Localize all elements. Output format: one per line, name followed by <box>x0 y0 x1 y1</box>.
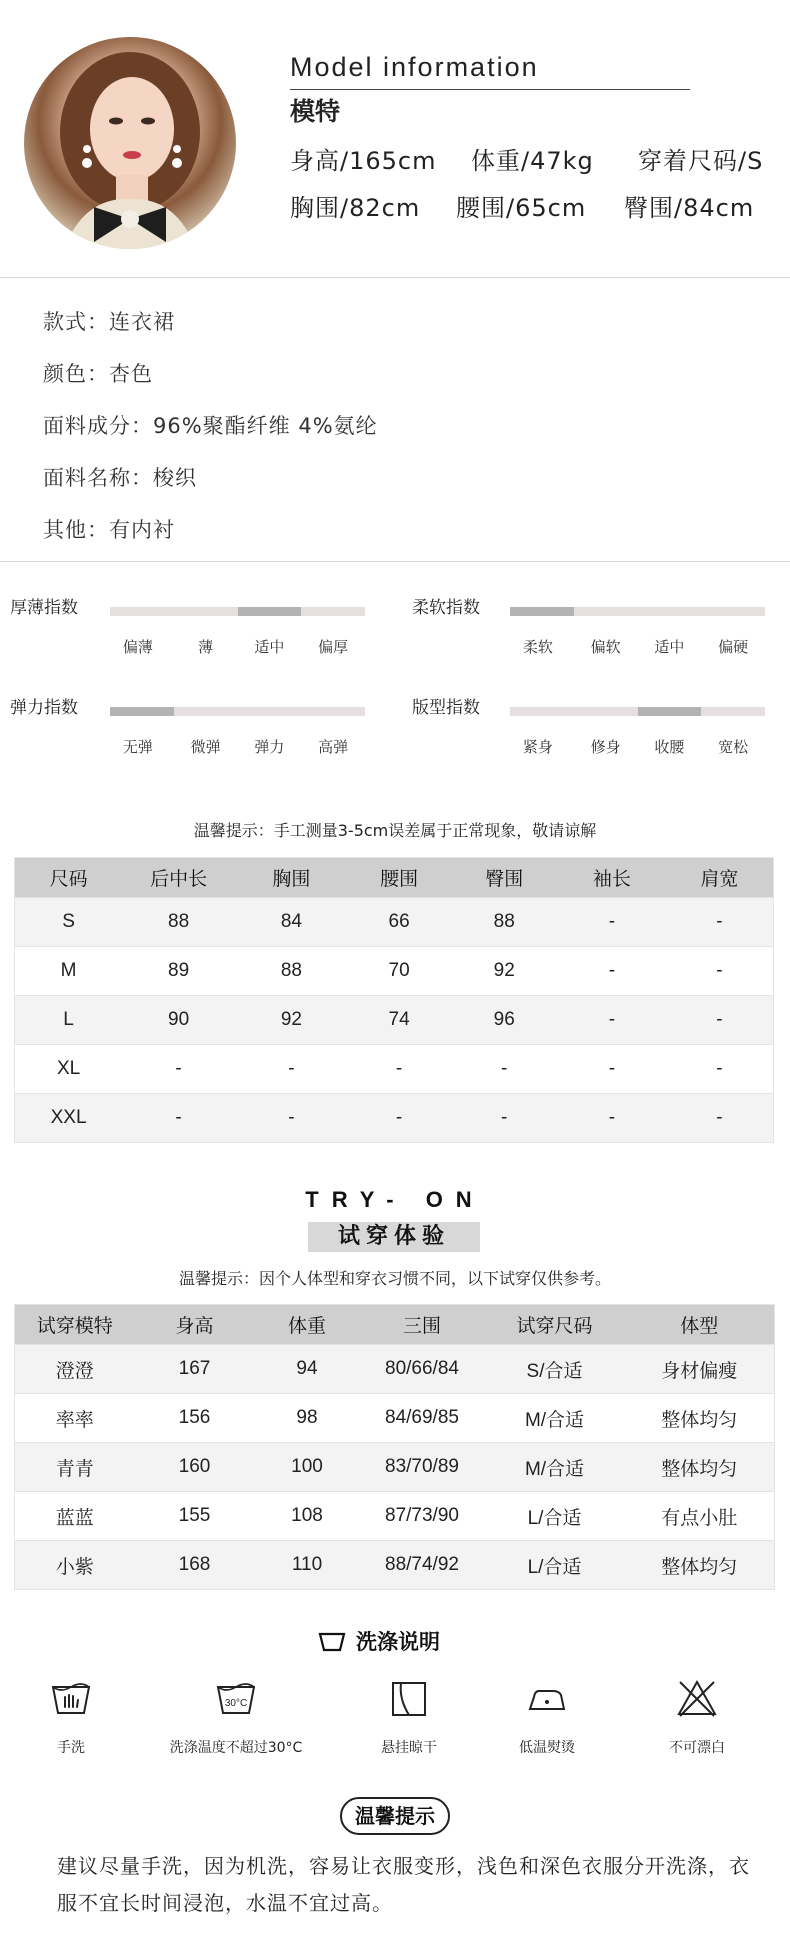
table-cell: - <box>122 1045 235 1094</box>
table-cell: - <box>558 898 666 947</box>
index-track <box>510 607 765 616</box>
tips-line-1: 建议尽量手洗，因为机洗，容易让衣服变形，浅色和深色衣服分开洗涤，衣 <box>57 1854 750 1878</box>
table-row <box>15 1492 775 1541</box>
table-cell: - <box>235 1045 348 1094</box>
index-label: 柔软指数 <box>412 598 480 618</box>
table-header-cell: 后中长 <box>122 858 235 898</box>
index-option: 微弹 <box>190 738 221 756</box>
table-row <box>15 1394 775 1443</box>
table-cell: 156 <box>135 1394 255 1443</box>
table-row <box>15 996 774 1045</box>
table-cell: 92 <box>450 947 558 996</box>
index-option: 弹力 <box>254 738 285 756</box>
attr-fabric-name: 面料名称：梭织 <box>43 466 197 490</box>
table-cell: XL <box>15 1045 123 1094</box>
tryon-table <box>14 1304 775 1590</box>
index-selected-fill <box>110 707 174 716</box>
index-option: 偏软 <box>590 638 621 656</box>
wash-title: 洗涤说明 <box>356 1630 440 1654</box>
table-cell: - <box>450 1045 558 1094</box>
index-selected-fill <box>510 607 574 616</box>
table-cell: - <box>558 1094 666 1143</box>
model-size: 穿着尺码/S <box>638 147 764 175</box>
table-header-cell: 体重 <box>255 1305 360 1345</box>
index-option: 偏厚 <box>318 638 349 656</box>
wash-temp-label: 30°C <box>224 1698 248 1709</box>
table-cell: - <box>666 898 774 947</box>
table-cell: 98 <box>255 1394 360 1443</box>
table-cell: L <box>15 996 123 1045</box>
table-cell: 155 <box>135 1492 255 1541</box>
table-cell: 小紫 <box>15 1541 135 1590</box>
model-weight: 体重/47kg <box>471 147 594 175</box>
table-cell: 168 <box>135 1541 255 1590</box>
table-row <box>15 1094 774 1143</box>
table-cell: - <box>450 1094 558 1143</box>
table-row <box>15 947 774 996</box>
index-option: 偏硬 <box>718 638 749 656</box>
wash-label-temp: 洗涤温度不超过30°C <box>169 1740 303 1756</box>
wash-label-hang: 悬挂晾干 <box>381 1740 437 1756</box>
index-selected-fill <box>638 707 702 716</box>
table-cell: 率率 <box>15 1394 135 1443</box>
attr-style: 款式：连衣裙 <box>43 310 175 334</box>
table-header-cell: 试穿尺码 <box>485 1305 625 1345</box>
table-cell: 84/69/85 <box>360 1394 485 1443</box>
table-cell: 青青 <box>15 1443 135 1492</box>
model-hip: 臀围/84cm <box>624 194 755 222</box>
table-cell: - <box>666 947 774 996</box>
model-bust: 胸围/82cm <box>290 194 421 222</box>
table-header-cell: 臀围 <box>450 858 558 898</box>
table-cell: 100 <box>255 1443 360 1492</box>
table-cell: - <box>122 1094 235 1143</box>
table-cell: 70 <box>348 947 451 996</box>
index-label: 弹力指数 <box>10 698 78 718</box>
table-cell: - <box>666 1045 774 1094</box>
table-header-cell: 身高 <box>135 1305 255 1345</box>
attr-other: 其他：有内衬 <box>43 518 175 542</box>
table-cell: 整体均匀 <box>625 1443 775 1492</box>
table-cell: 有点小肚 <box>625 1492 775 1541</box>
table-row <box>15 1541 775 1590</box>
table-cell: L/合适 <box>485 1492 625 1541</box>
table-row <box>15 1045 774 1094</box>
table-cell: - <box>558 947 666 996</box>
wash-label-iron: 低温熨烫 <box>519 1740 575 1756</box>
table-cell: 96 <box>450 996 558 1045</box>
table-header-cell: 胸围 <box>235 858 348 898</box>
table-cell: 80/66/84 <box>360 1345 485 1394</box>
wash-label-hand: 手洗 <box>57 1740 85 1756</box>
table-cell: 澄澄 <box>15 1345 135 1394</box>
index-option: 适中 <box>654 638 685 656</box>
table-header-cell: 尺码 <box>15 858 123 898</box>
tryon-title: TRY- ON <box>305 1187 485 1212</box>
table-row <box>15 1345 775 1394</box>
index-track <box>110 607 365 616</box>
table-cell: 94 <box>255 1345 360 1394</box>
table-cell: 90 <box>122 996 235 1045</box>
model-avatar <box>24 37 236 249</box>
index-track <box>110 707 365 716</box>
table-cell: 整体均匀 <box>625 1541 775 1590</box>
index-option: 适中 <box>254 638 285 656</box>
table-cell: - <box>558 996 666 1045</box>
index-option: 紧身 <box>522 738 553 756</box>
model-title-underline <box>290 89 690 90</box>
low-iron-icon <box>525 1677 569 1721</box>
table-header-cell: 腰围 <box>348 858 451 898</box>
index-option: 无弹 <box>122 738 153 756</box>
model-title: Model information <box>290 52 539 82</box>
table-cell: M <box>15 947 123 996</box>
table-cell: 整体均匀 <box>625 1394 775 1443</box>
table-cell: 167 <box>135 1345 255 1394</box>
table-cell: 108 <box>255 1492 360 1541</box>
table-cell: M/合适 <box>485 1443 625 1492</box>
table-cell: 74 <box>348 996 451 1045</box>
table-cell: - <box>666 996 774 1045</box>
table-header-cell: 体型 <box>625 1305 775 1345</box>
model-subtitle: 模特 <box>290 97 341 126</box>
table-cell: 92 <box>235 996 348 1045</box>
size-note: 温馨提示：手工测量3-5cm误差属于正常现象，敬请谅解 <box>193 821 597 840</box>
table-cell: S <box>15 898 123 947</box>
index-label: 厚薄指数 <box>10 598 78 618</box>
table-cell: - <box>235 1094 348 1143</box>
model-height: 身高/165cm <box>290 147 437 175</box>
table-header-cell: 袖长 <box>558 858 666 898</box>
table-cell: 身材偏瘦 <box>625 1345 775 1394</box>
index-option: 柔软 <box>522 638 553 656</box>
table-cell: S/合适 <box>485 1345 625 1394</box>
index-selected-fill <box>238 607 302 616</box>
index-option: 宽松 <box>718 738 749 756</box>
table-header-cell: 试穿模特 <box>15 1305 135 1345</box>
model-information-section <box>0 0 790 277</box>
table-cell: 160 <box>135 1443 255 1492</box>
table-cell: L/合适 <box>485 1541 625 1590</box>
table-cell: 88 <box>235 947 348 996</box>
tryon-subtitle: 试穿体验 <box>308 1222 480 1252</box>
wash-label-bleach: 不可漂白 <box>669 1740 725 1756</box>
index-option: 偏薄 <box>122 638 153 656</box>
table-row <box>15 898 774 947</box>
table-cell: 88 <box>450 898 558 947</box>
table-cell: - <box>348 1045 451 1094</box>
index-option: 收腰 <box>654 738 685 756</box>
attr-fabric-composition: 面料成分：96%聚酯纤维 4%氨纶 <box>43 414 378 438</box>
tryon-note: 温馨提示：因个人体型和穿衣习惯不同，以下试穿仅供参考。 <box>178 1269 611 1288</box>
divider <box>0 561 790 562</box>
table-cell: - <box>348 1094 451 1143</box>
table-cell: M/合适 <box>485 1394 625 1443</box>
index-track <box>510 707 765 716</box>
table-cell: 66 <box>348 898 451 947</box>
table-cell: 蓝蓝 <box>15 1492 135 1541</box>
table-cell: 84 <box>235 898 348 947</box>
table-header-cell: 三围 <box>360 1305 485 1345</box>
table-cell: 88/74/92 <box>360 1541 485 1590</box>
table-cell: 89 <box>122 947 235 996</box>
tips-badge: 温馨提示 <box>340 1797 450 1835</box>
no-bleach-icon <box>675 1677 719 1721</box>
index-label: 版型指数 <box>412 698 480 718</box>
table-cell: 83/70/89 <box>360 1443 485 1492</box>
index-option: 薄 <box>198 638 214 656</box>
index-option: 修身 <box>590 738 621 756</box>
size-table <box>14 857 774 1143</box>
attr-color: 颜色：杏色 <box>43 362 153 386</box>
table-cell: XXL <box>15 1094 123 1143</box>
table-row <box>15 1443 775 1492</box>
index-option: 高弹 <box>318 738 349 756</box>
model-waist: 腰围/65cm <box>456 194 587 222</box>
hand-wash-icon <box>49 1677 93 1721</box>
table-cell: 88 <box>122 898 235 947</box>
table-cell: 87/73/90 <box>360 1492 485 1541</box>
hang-dry-icon <box>387 1677 431 1721</box>
table-cell: - <box>666 1094 774 1143</box>
wash-30-icon <box>214 1677 258 1721</box>
table-header-cell: 肩宽 <box>666 858 774 898</box>
table-cell: 110 <box>255 1541 360 1590</box>
divider <box>0 277 790 278</box>
table-cell: - <box>558 1045 666 1094</box>
tips-line-2: 服不宜长时间浸泡，水温不宜过高。 <box>57 1891 393 1915</box>
basin-icon <box>318 1631 346 1653</box>
